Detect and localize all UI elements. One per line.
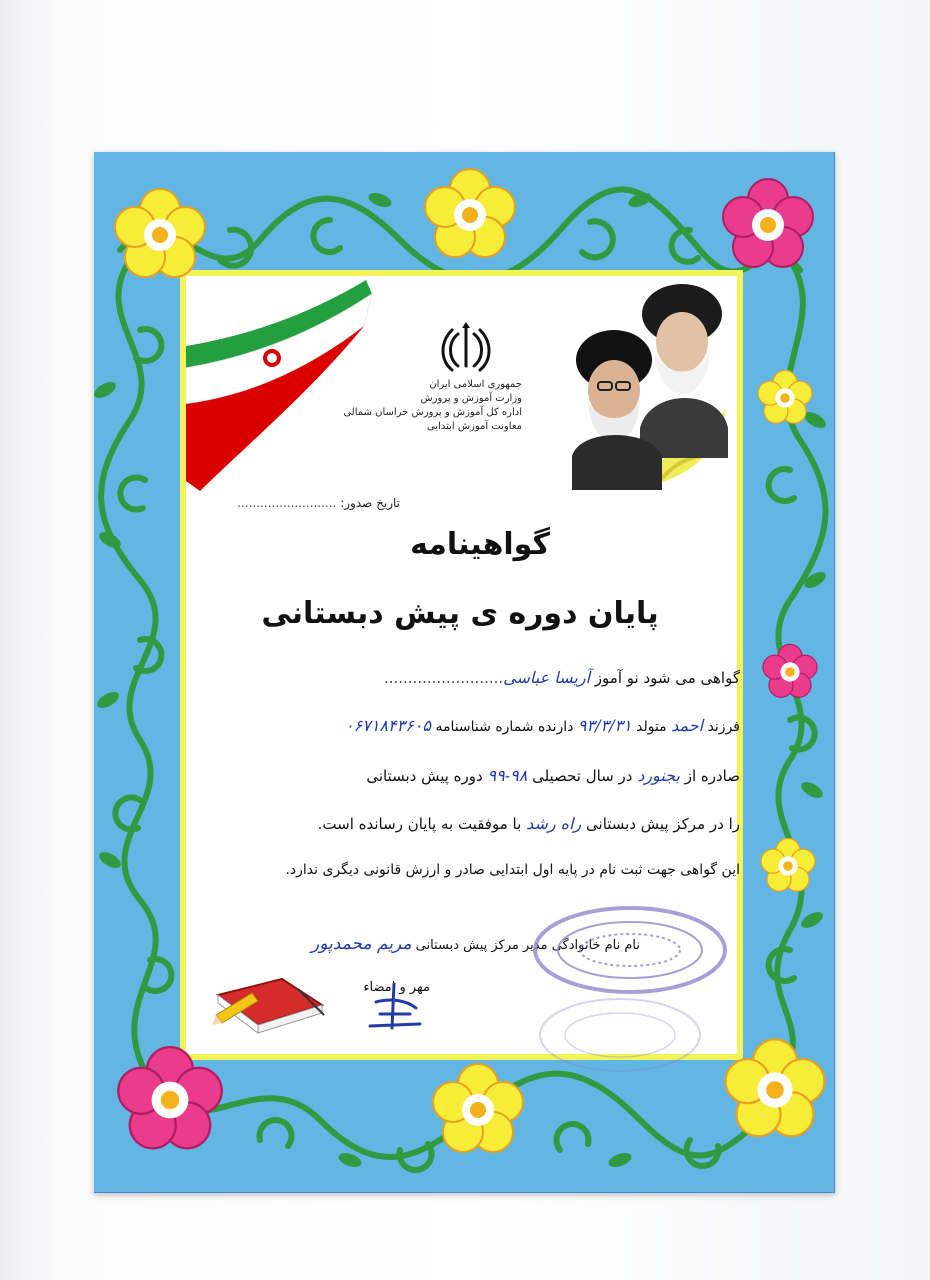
book-pencil-icon [212, 975, 332, 1035]
issue-date-dots: .......................... [237, 496, 337, 510]
flag-ribbon-icon [186, 276, 376, 496]
portrait-image [570, 278, 730, 490]
flower-icon [425, 169, 515, 257]
student-dots: ......................... [383, 669, 504, 687]
flower-icon [118, 1047, 222, 1148]
flower-icon [433, 1064, 523, 1152]
flower-icon [726, 1039, 825, 1136]
signature-icon [360, 978, 430, 1038]
manager-name: مریم محمدپور [311, 934, 412, 954]
flower-icon [758, 370, 812, 423]
issued-from-label: صادره از [684, 767, 740, 785]
flower-icon [723, 179, 813, 267]
header-ministry: وزارت آموزش و پرورش [420, 393, 522, 404]
iran-emblem-icon [440, 322, 492, 374]
issue-date-label: تاریخ صدور: [340, 496, 400, 510]
completion-text: با موفقیت به پایان رسانده است. [317, 815, 522, 833]
school-year-label: در سال تحصیلی [532, 767, 633, 785]
header-directorate: اداره کل آموزش و پرورش خراسان شمالی [343, 407, 522, 418]
school-year: ۹۸-۹۹ [487, 766, 528, 785]
body-line-4 [318, 814, 740, 833]
body-line-3 [366, 766, 740, 785]
father-label: فرزند [707, 719, 740, 735]
id-number: ۰۶۷۱۸۴۳۶۰۵ [345, 716, 431, 735]
header-deputy: معاونت آموزش ابتدایی [426, 421, 522, 432]
manager-label: نام نام خانوادگی مدیر مرکز پیش دبستانی [415, 938, 640, 953]
seal-label: مهر و امضاء [363, 980, 430, 995]
student-name: آریسا عباسی [503, 668, 591, 687]
student-label: گواهی می شود نو آموز [594, 669, 740, 687]
center-label: را در مرکز پیش دبستانی [586, 815, 740, 833]
issuer-header [343, 378, 522, 434]
birth-date: ۹۳/۳/۳۱ [577, 716, 632, 735]
id-label: دارنده شماره شناسنامه [435, 719, 574, 735]
flower-icon [763, 644, 817, 697]
flower-icon [761, 838, 815, 891]
certificate-title: گواهینامه [410, 527, 550, 562]
flower-icon [115, 189, 205, 277]
body-line-5: این گواهی جهت ثبت نام در پایه اول ابتدایی صادر و ارزش قانونی دیگری ندارد. [285, 862, 740, 878]
center-name: راه رشد [526, 814, 582, 833]
header-country: جمهوری اسلامی ایران [429, 379, 522, 390]
body-line-1 [384, 668, 740, 687]
course-label: دوره پیش دبستانی [366, 767, 483, 785]
issue-date [232, 496, 400, 510]
father-name: احمد [671, 716, 704, 735]
issued-from: بجنورد [637, 766, 680, 785]
certificate-subtitle: پایان دوره ی پیش دبستانی [261, 596, 659, 631]
stamp-icon [520, 895, 740, 1085]
body-line-2 [345, 716, 740, 735]
birth-label: متولد [636, 719, 667, 735]
